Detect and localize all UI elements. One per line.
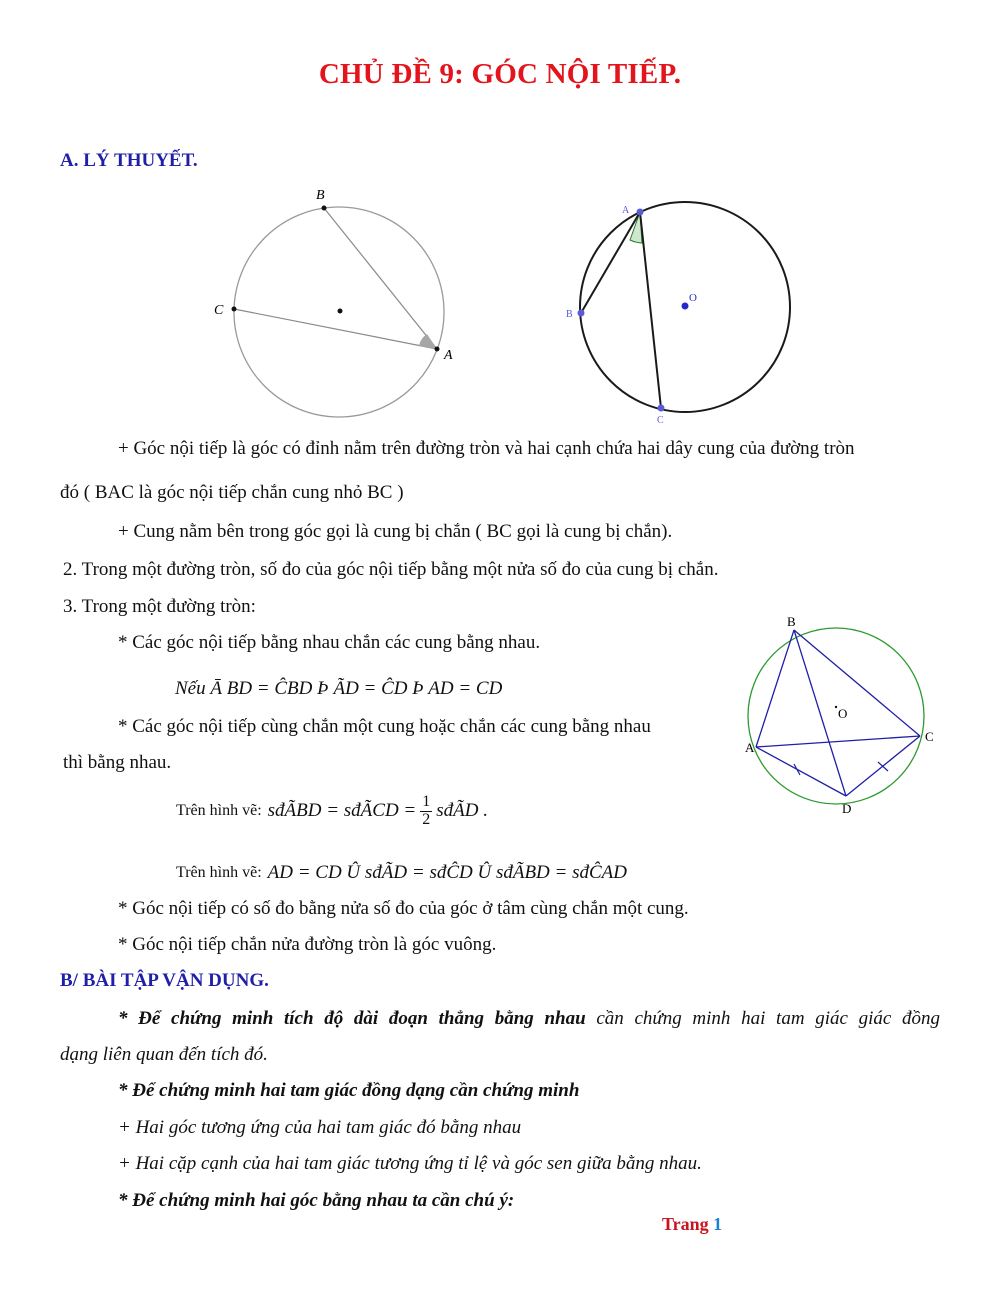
label-b: B [787,614,796,629]
formula-prefix: Trên hình vẽ: [176,864,262,881]
side-bc [794,630,920,736]
paragraph-equal-angles-note: * Để chứng minh hai góc bằng nhau ta cần chú ý: [118,1190,515,1211]
point-c [658,405,665,412]
label-o: O [689,292,697,304]
formula-same-arc [176,794,488,829]
chord-ac [234,309,437,349]
page-title: CHỦ ĐỀ 9: GÓC NỘI TIẾP. [318,58,682,90]
center-point [682,303,689,310]
angle-mark [419,334,437,349]
label-a: A [622,205,630,216]
fraction-denominator: 2 [422,810,431,828]
formula-prefix: Trên hình vẽ: [176,802,262,820]
paragraph-product-bold: * Để chứng minh tích độ dài đoạn thẳng bằng nhau [118,1008,586,1029]
fraction-half [420,794,432,829]
label-c: C [925,729,934,744]
footer-label: Trang [662,1214,709,1234]
formula-equal-arcs: Nếu Ā BD = ĈBD Þ ÃD = ĈD Þ AD = CD [175,678,503,699]
figure-inscribed-angle-2 [560,195,800,430]
point-b [322,206,327,211]
paragraph-two-angles: + Hai góc tương ứng của hai tam giác đó bằng nhau [118,1117,522,1138]
label-c: C [657,415,664,426]
paragraph-equal-angles: * Các góc nội tiếp bằng nhau chắn các cung bằng nhau. [118,632,541,653]
center-point [338,309,343,314]
paragraph-similar-triangles: * Để chứng minh hai tam giác đồng dạng cần chứng minh [118,1080,580,1101]
side-ba [756,630,794,747]
fraction-numerator: 1 [422,793,431,810]
paragraph-same-arc-line2: thì bằng nhau. [63,752,172,773]
paragraph-rule-2: 2. Trong một đường tròn, số đo của góc nội tiếp bằng một nửa số đo của cung bị chắn. [63,559,719,580]
paragraph-product-line1 [118,1008,940,1030]
label-a: A [444,348,453,363]
paragraph-product-rest: cần chứng minh hai tam giác giác đồng [585,1008,940,1029]
paragraph-arc: + Cung nằm bên trong góc gọi là cung bị chắn ( BC gọi là cung bị chắn). [118,521,673,542]
diagonal-ac [756,736,920,747]
paragraph-rule-3: 3. Trong một đường tròn: [63,596,256,617]
point-c [232,307,237,312]
center-point [835,706,837,708]
paragraph-product-line2: dạng liên quan đến tích đó. [60,1044,268,1065]
label-b: B [316,188,325,203]
point-a [435,347,440,352]
point-b [578,310,585,317]
formula-equivalence [176,862,627,884]
paragraph-two-sides: + Hai cặp cạnh của hai tam giác tương ứng tỉ lệ và góc sen giữa bằng nhau. [118,1153,702,1174]
chord-ac [640,212,661,408]
label-c: C [214,303,224,318]
formula-body: AD = CD Û sđÃD = sđĈD Û sđÃBD = sđĈAD [267,862,627,883]
circle [748,628,924,804]
label-o: O [838,706,848,721]
label-d: D [842,801,852,816]
footer-page-number: 1 [713,1214,723,1234]
point-a [637,209,644,216]
page-footer [662,1214,722,1235]
tick-ad [794,764,800,775]
formula-left: sđÃBD = sđÃCD = [267,800,417,822]
paragraph-definition-line1: + Góc nội tiếp là góc có đỉnh nằm trên đường tròn và hai cạnh chứa hai dây cung của đường tròn [118,438,855,459]
paragraph-central-angle: * Góc nội tiếp có số đo bằng nửa số đo của góc ở tâm cùng chắn một cung. [118,898,689,919]
section-a-heading: A. LÝ THUYẾT. [60,150,198,171]
section-b-heading: B/ BÀI TẬP VẬN DỤNG. [60,970,269,991]
figure-inscribed-quadrilateral [742,610,942,820]
formula-right: sđÃD . [436,800,488,822]
paragraph-same-arc-line1: * Các góc nội tiếp cùng chắn một cung hoặc chắn các cung bằng nhau [118,716,651,737]
paragraph-definition-line2: đó ( BAC là góc nội tiếp chắn cung nhỏ BC ) [60,482,404,503]
label-b: B [566,309,573,320]
chord-ab [324,208,437,349]
paragraph-right-angle: * Góc nội tiếp chắn nửa đường tròn là góc vuông. [118,934,497,955]
figure-inscribed-angle-1 [200,180,470,430]
label-a: A [745,740,755,755]
